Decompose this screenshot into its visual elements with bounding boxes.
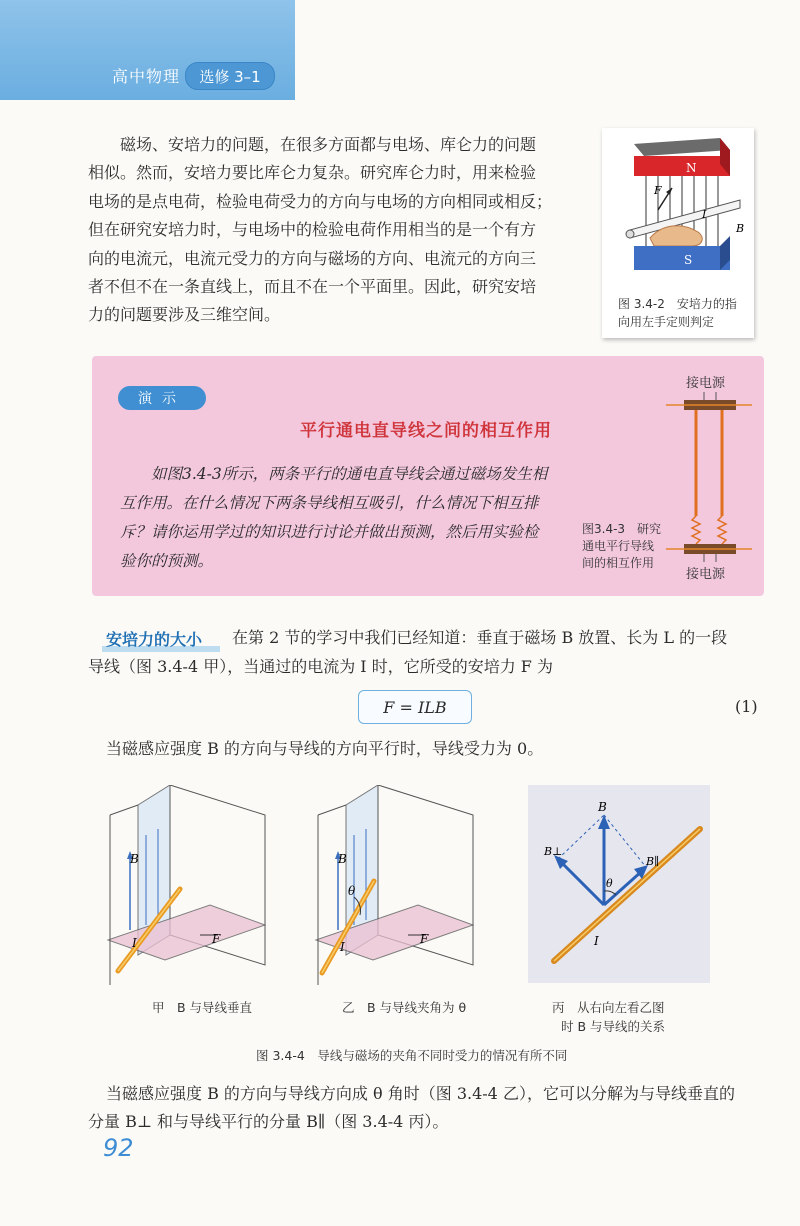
label-b-perp: B⊥ <box>544 845 563 858</box>
figure-3-4-4-b <box>308 785 483 985</box>
label-i: I <box>594 934 599 948</box>
caption-line: 图 3.4-2 安培力的指 <box>618 297 737 311</box>
figure-3-4-3-caption <box>582 521 668 572</box>
power-label-bottom: 接电源 <box>686 567 726 582</box>
figure-3-4-4-a-caption: 甲 B 与导线垂直 <box>152 1000 253 1015</box>
label-b-par: B∥ <box>646 855 660 868</box>
power-label-top: 接电源 <box>686 376 726 391</box>
figure-3-4-4-c <box>528 785 710 983</box>
demo-line: 互作用。在什么情况下两条导线相互吸引，什么情况下相互排 <box>120 494 539 512</box>
intro-line-2: 相似。然而，安培力要比库仑力复杂。研究库仑力时，用来检验 <box>88 163 537 182</box>
caption-line: 图3.4-3 研究 <box>582 522 662 536</box>
demo-text <box>120 460 570 576</box>
caption-line: 向用左手定则判定 <box>618 315 715 329</box>
demo-line: 斥？请你运用学过的知识进行讨论并做出预测，然后用实验检 <box>120 523 539 541</box>
section-line-2: 导线（图 3.4-4 甲），当通过的电流为 I 时，它所受的安培力 F 为 <box>88 657 553 676</box>
figure-3-4-2 <box>602 128 754 338</box>
section-line-3: 当磁感应强度 B 的方向与导线的方向平行时，导线受力为 0。 <box>106 739 544 758</box>
label-b: B <box>338 852 347 866</box>
label-n: N <box>686 161 697 175</box>
label-b: B <box>598 800 607 814</box>
formula-box: F = ILB <box>358 690 472 724</box>
demo-tag: 演示 <box>118 386 206 410</box>
intro-line-3: 电场的是点电荷，检验电荷受力的方向与电场的方向相同或相反； <box>88 192 553 211</box>
left-hand-rule-illustration <box>602 128 754 293</box>
figure-3-4-2-caption <box>618 295 748 331</box>
demo-line: 如图3.4-3所示，两条平行的通电直导线会通过磁场发生相 <box>151 465 548 483</box>
intro-line-5: 向的电流元，电流元受力的方向与磁场的方向、电流元的方向三 <box>88 249 537 268</box>
figure-3-4-4-c-caption <box>552 998 665 1036</box>
label-theta: θ <box>348 884 356 898</box>
section-heading: 安培力的大小 <box>106 630 203 649</box>
book-title: 高中物理 <box>112 67 181 86</box>
label-b: B <box>736 222 745 235</box>
caption-line: 丙 从右向左看乙图 <box>552 1000 665 1015</box>
parallel-wires-illustration <box>664 392 754 562</box>
caption-line: 间的相互作用 <box>582 556 655 570</box>
page-number: 92 <box>103 1134 134 1162</box>
label-f: F <box>420 932 429 946</box>
label-i: I <box>340 940 345 954</box>
caption-line: 通电平行导线 <box>582 539 655 553</box>
label-theta: θ <box>606 877 613 890</box>
label-s: S <box>684 253 693 267</box>
closing-line-1: 当磁感应强度 B 的方向与导线方向成 θ 角时（图 3.4-4 乙），它可以分解为与导线垂直的 <box>106 1084 735 1103</box>
label-b: B <box>130 852 139 866</box>
closing-line-2: 分量 B⊥ 和与导线平行的分量 B∥（图 3.4-4 丙）。 <box>88 1112 449 1131</box>
intro-line-4: 但在研究安培力时，与电场中的检验电荷作用相当的是一个有方 <box>88 220 537 239</box>
intro-line-7: 力的问题要涉及三维空间。 <box>88 305 281 324</box>
figure-3-4-4-caption: 图 3.4-4 导线与磁场的夹角不同时受力的情况有所不同 <box>256 1048 568 1063</box>
caption-line: 时 B 与导线的关系 <box>561 1019 666 1034</box>
equation-number: (1) <box>735 697 758 716</box>
demo-title: 平行通电直导线之间的相互作用 <box>300 421 552 441</box>
demo-line: 验你的预测。 <box>120 552 214 570</box>
figure-3-4-4-b-caption: 乙 B 与导线夹角为 θ <box>342 1000 467 1015</box>
figure-3-4-4-a <box>100 785 275 985</box>
intro-line-6: 者不但不在一条直线上，而且不在一个平面里。因此，研究安培 <box>88 277 537 296</box>
label-f: F <box>654 184 662 197</box>
label-f: F <box>212 932 221 946</box>
label-i: I <box>702 208 707 221</box>
intro-line-1: 磁场、安培力的问题，在很多方面都与电场、库仑力的问题 <box>120 135 537 154</box>
label-i: I <box>132 936 137 950</box>
section-line-1: 在第 2 节的学习中我们已经知道：垂直于磁场 B 放置、长为 L 的一段 <box>232 628 728 647</box>
module-badge: 选修 3–1 <box>185 62 275 90</box>
